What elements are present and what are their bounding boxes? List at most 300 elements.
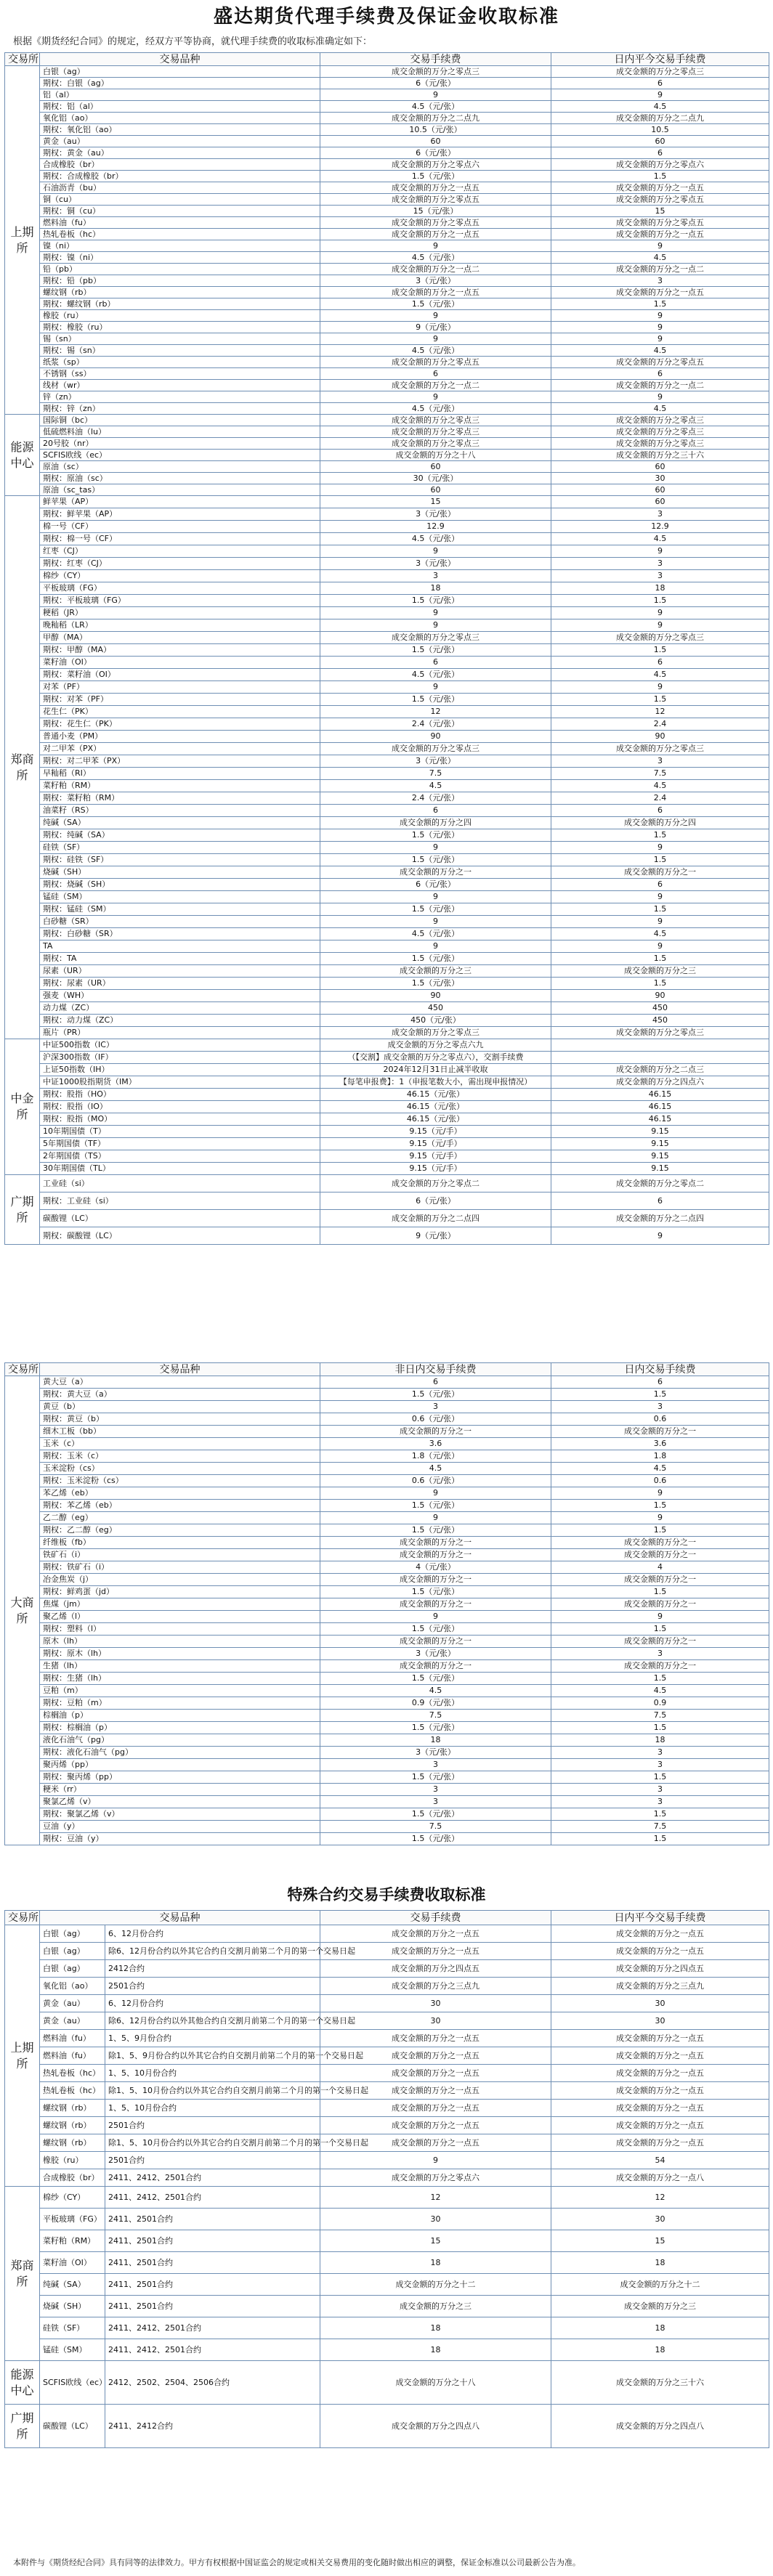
table-row	[5, 1574, 769, 1586]
table-row	[5, 1450, 769, 1463]
intraday-fee-cell: 6	[551, 879, 769, 891]
intraday-fee-cell: 10.5	[551, 124, 769, 136]
fee-cell: 成交金额的万分之一点二	[320, 380, 551, 391]
intraday-fee-cell: 4.5	[551, 928, 769, 940]
fee-cell: 46.15（元/张）	[320, 1101, 551, 1113]
table-row	[5, 1722, 769, 1734]
product-cell: 动力煤（ZC）	[40, 1002, 320, 1015]
table-row	[5, 1401, 769, 1413]
exchange-cell: 大商所	[5, 1376, 40, 1845]
intraday-fee-cell: 1.5	[551, 1524, 769, 1537]
product-cell: 30年期国债（TL）	[40, 1163, 320, 1175]
fee-cell: 成交金额的万分之四	[320, 817, 551, 829]
product-cell: 期权：黄金（au）	[40, 147, 320, 159]
fee-cell: 15	[320, 496, 551, 508]
exchange-cell: 中金所	[5, 1039, 40, 1175]
intraday-fee-cell: 0.9	[551, 1697, 769, 1710]
table-row	[5, 113, 769, 124]
fee-cell: 6	[320, 1376, 551, 1389]
product-cell: 中证1000股指期货（IM）	[40, 1076, 320, 1089]
fee-cell: 9	[320, 916, 551, 928]
table-row	[5, 333, 769, 345]
product-cell: 白银（ag）	[40, 66, 320, 78]
product-cell: 合成橡胶（br）	[40, 159, 320, 171]
intraday-fee-cell: 成交金额的万分之一点五	[551, 1943, 769, 1960]
table-row	[5, 368, 769, 380]
fee-cell: 1.5（元/张）	[320, 1808, 551, 1821]
intraday-fee-cell: 成交金额的万分之零点六	[551, 159, 769, 171]
fee-cell: 18	[320, 2317, 551, 2339]
header-product: 交易品种	[40, 1911, 320, 1925]
product-cell: 生猪（lh）	[40, 1660, 320, 1673]
intraday-fee-cell: 成交金额的万分之零点三	[551, 743, 769, 755]
contract-cell: 2411、2501合约	[105, 2274, 320, 2296]
table-row	[5, 1636, 769, 1648]
intraday-fee-cell: 1.5	[551, 298, 769, 310]
product-cell: 粳米（rr）	[40, 1784, 320, 1796]
table-row	[5, 450, 769, 461]
intraday-fee-cell: 1.5	[551, 829, 769, 842]
header-product: 交易品种	[40, 53, 320, 66]
contract-cell: 6、12月份合约	[105, 1925, 320, 1943]
product-cell: 橡胶（ru）	[40, 2152, 105, 2169]
product-cell: 硅铁（SF）	[40, 2317, 105, 2339]
product-cell: 不锈钢（ss）	[40, 368, 320, 380]
fee-cell: 4.5（元/张）	[320, 101, 551, 113]
product-cell: 烧碱（SH）	[40, 866, 320, 879]
contract-cell: 1、5、10月份合约	[105, 2100, 320, 2117]
fee-table	[4, 52, 769, 1245]
table-row	[5, 1413, 769, 1426]
product-cell: 晚籼稻（LR）	[40, 619, 320, 632]
intraday-fee-cell: 成交金额的万分之一点五	[551, 2047, 769, 2065]
intraday-fee-cell: 6	[551, 78, 769, 89]
fee-cell: 90	[320, 731, 551, 743]
table-row	[5, 1039, 769, 1052]
fee-cell: 9	[320, 310, 551, 322]
intraday-fee-cell: 7.5	[551, 1821, 769, 1833]
table-row	[5, 570, 769, 582]
intraday-fee-cell: 9	[551, 1512, 769, 1524]
product-cell: 烧碱（SH）	[40, 2296, 105, 2317]
product-cell: 期权：鲜苹果（AP）	[40, 508, 320, 521]
intraday-fee-cell: 9.15	[551, 1138, 769, 1150]
product-cell: 红枣（CJ）	[40, 545, 320, 558]
intraday-fee-cell: 46.15	[551, 1101, 769, 1113]
intraday-fee-cell: 4.5	[551, 345, 769, 357]
intraday-fee-cell: 3	[551, 558, 769, 570]
fee-cell: 30（元/张）	[320, 473, 551, 484]
product-cell: 氧化铝（ao）	[40, 1978, 105, 1995]
product-cell: 石油沥青（bu）	[40, 182, 320, 194]
fee-cell: 1.5（元/张）	[320, 298, 551, 310]
fee-cell: 9	[320, 2152, 551, 2169]
product-cell: 棉纱（CY）	[40, 570, 320, 582]
intraday-fee-cell: 4.5	[551, 1463, 769, 1475]
product-cell: SCFIS欧线（ec）	[40, 450, 320, 461]
fee-cell: 9	[320, 391, 551, 403]
intraday-fee-cell: 6	[551, 1192, 769, 1210]
contract-cell: 2411、2412、2501合约	[105, 2169, 320, 2187]
product-cell: 期权：玉米淀粉（cs）	[40, 1475, 320, 1487]
contract-cell: 2412合约	[105, 1960, 320, 1978]
table-row	[5, 391, 769, 403]
intraday-fee-cell: 1.5	[551, 644, 769, 657]
table-row	[5, 1015, 769, 1027]
table-row	[5, 2187, 769, 2209]
fee-cell: 成交金额的万分之一点五	[320, 2065, 551, 2082]
page-title: 盛达期货代理手续费及保证金收取标准	[213, 6, 559, 28]
product-cell: 白银（ag）	[40, 1925, 105, 1943]
table-row	[5, 619, 769, 632]
product-cell: 燃料油（fu）	[40, 2047, 105, 2065]
fee-cell: 9	[320, 240, 551, 252]
intraday-fee-cell: 18	[551, 2252, 769, 2274]
table-row	[5, 1027, 769, 1039]
table-row	[5, 136, 769, 147]
product-cell: 期权：铝（al）	[40, 101, 320, 113]
table-header-row	[5, 1363, 769, 1376]
product-cell: 期权：平板玻璃（FG）	[40, 595, 320, 607]
table-row	[5, 124, 769, 136]
intraday-fee-cell: 3	[551, 570, 769, 582]
table-row	[5, 1648, 769, 1660]
fee-cell: 成交金额的万分之二点四	[320, 1210, 551, 1227]
table-row	[5, 2274, 769, 2296]
table-row	[5, 1796, 769, 1808]
table-row	[5, 1833, 769, 1845]
intraday-fee-cell: 成交金额的万分之一	[551, 1537, 769, 1549]
table-row	[5, 2065, 769, 2082]
table-row	[5, 229, 769, 240]
table-row	[5, 171, 769, 182]
fee-cell: 6	[320, 805, 551, 817]
fee-cell: 1.5（元/张）	[320, 903, 551, 916]
table-row	[5, 2117, 769, 2134]
fee-cell: 成交金额的万分之零点三	[320, 66, 551, 78]
table-row	[5, 101, 769, 113]
fee-cell: 1.5（元/张）	[320, 953, 551, 965]
product-cell: 期权：动力煤（ZC）	[40, 1015, 320, 1027]
intraday-fee-cell: 3	[551, 1648, 769, 1660]
table-row	[5, 829, 769, 842]
contract-cell: 1、5、9月份合约	[105, 2030, 320, 2047]
product-cell: 上证50指数（IH）	[40, 1064, 320, 1076]
fee-cell: 9	[320, 681, 551, 694]
table-row	[5, 1163, 769, 1175]
intraday-fee-cell: 成交金额的万分之四点六	[551, 1076, 769, 1089]
fee-cell: 成交金额的万分之一点五	[320, 2030, 551, 2047]
fee-cell: 2024年12月31日止减半收取	[320, 1064, 551, 1076]
product-cell: 期权：锡（sn）	[40, 345, 320, 357]
product-cell: 期权：原木（lh）	[40, 1648, 320, 1660]
intraday-fee-cell: 9.15	[551, 1163, 769, 1175]
table-row	[5, 298, 769, 310]
product-cell: 铜（cu）	[40, 194, 320, 206]
table-row	[5, 558, 769, 570]
intraday-fee-cell: 9	[551, 681, 769, 694]
product-cell: 棉一号（CF）	[40, 521, 320, 533]
contract-cell: 2411、2501合约	[105, 2230, 320, 2252]
intraday-fee-cell: 9	[551, 1611, 769, 1623]
fee-cell: 1.8（元/张）	[320, 1450, 551, 1463]
intraday-fee-cell	[551, 1039, 769, 1052]
product-cell: 期权：甲醇（MA）	[40, 644, 320, 657]
fee-cell: 成交金额的万分之一	[320, 1598, 551, 1611]
product-cell: 黄豆（b）	[40, 1401, 320, 1413]
product-cell: 期权：棉一号（CF）	[40, 533, 320, 545]
fee-cell: 9	[320, 1611, 551, 1623]
product-cell: 热轧卷板（hc）	[40, 2082, 105, 2100]
product-cell: 螺纹钢（rb）	[40, 2134, 105, 2152]
product-cell: 乙二醇（eg）	[40, 1512, 320, 1524]
product-cell: 期权：TA	[40, 953, 320, 965]
product-cell: 纤维板（fb）	[40, 1537, 320, 1549]
product-cell: 油菜籽（RS）	[40, 805, 320, 817]
intraday-fee-cell: 成交金额的万分之二点三	[551, 1064, 769, 1076]
fee-cell: 1.5（元/张）	[320, 978, 551, 990]
product-cell: 聚氯乙烯（v）	[40, 1796, 320, 1808]
exchange-cell: 广期所	[5, 2405, 40, 2448]
fee-cell: 9	[320, 1487, 551, 1500]
intraday-fee-cell: 成交金额的万分之一	[551, 1660, 769, 1673]
product-cell: 期权：铁矿石（i）	[40, 1561, 320, 1574]
intraday-fee-cell: 成交金额的万分之四点八	[551, 2405, 769, 2448]
product-cell: 期权：锌（zn）	[40, 403, 320, 415]
header-intraday-fee: 日内平今交易手续费	[551, 1911, 769, 1925]
table-row	[5, 1611, 769, 1623]
fee-cell: 3	[320, 1784, 551, 1796]
product-cell: 螺纹钢（rb）	[40, 287, 320, 298]
intraday-fee-cell: 9.15	[551, 1150, 769, 1163]
fee-cell: 4.5（元/张）	[320, 252, 551, 264]
table-row	[5, 1537, 769, 1549]
fee-cell: 成交金额的万分之一	[320, 866, 551, 879]
intraday-fee-cell: 成交金额的万分之零点三	[551, 438, 769, 450]
table-row	[5, 1978, 769, 1995]
header-fee: 交易手续费	[320, 53, 551, 66]
fee-cell: 9	[320, 940, 551, 953]
product-cell: 5年期国债（TF）	[40, 1138, 320, 1150]
intraday-fee-cell: 46.15	[551, 1113, 769, 1126]
table-row	[5, 1734, 769, 1747]
table-row	[5, 669, 769, 681]
fee-cell: 12	[320, 2187, 551, 2209]
table-row	[5, 2047, 769, 2065]
fee-cell: 【每笔申报费】：1（申报笔数大小，需出现申报情况）	[320, 1076, 551, 1089]
fee-cell: 46.15（元/张）	[320, 1113, 551, 1126]
fee-cell: 成交金额的万分之一点五	[320, 229, 551, 240]
fee-cell: 2.4（元/张）	[320, 792, 551, 805]
intraday-fee-cell: 成交金额的万分之四	[551, 817, 769, 829]
table-row	[5, 2252, 769, 2274]
fee-cell: 9.15（元/手）	[320, 1138, 551, 1150]
fee-cell: 3.6	[320, 1438, 551, 1450]
intraday-fee-cell: 成交金额的万分之零点三	[551, 426, 769, 438]
fee-cell: 15（元/张）	[320, 206, 551, 217]
intraday-fee-cell: 成交金额的万分之一点八	[551, 2169, 769, 2187]
table-row	[5, 854, 769, 866]
intraday-fee-cell: 12	[551, 2187, 769, 2209]
product-cell: 聚丙烯（pp）	[40, 1759, 320, 1771]
fee-cell: 成交金额的万分之一点二	[320, 264, 551, 275]
fee-cell: 4.5（元/张）	[320, 533, 551, 545]
intraday-fee-cell: 成交金额的万分之一	[551, 1549, 769, 1561]
table-row	[5, 953, 769, 965]
fee-cell: 3（元/张）	[320, 1747, 551, 1759]
intraday-fee-cell: 90	[551, 990, 769, 1002]
product-cell: 硅铁（SF）	[40, 842, 320, 854]
table-row	[5, 805, 769, 817]
table-row	[5, 1227, 769, 1245]
intraday-fee-cell: 成交金额的万分之一点五	[551, 229, 769, 240]
product-cell: 平板玻璃（FG）	[40, 582, 320, 595]
intraday-fee-cell: 1.5	[551, 1771, 769, 1784]
product-cell: 碳酸锂（LC）	[40, 1210, 320, 1227]
table-row	[5, 2230, 769, 2252]
fee-cell: 1.5（元/张）	[320, 171, 551, 182]
table-row	[5, 426, 769, 438]
contract-cell: 1、5、10月份合约	[105, 2065, 320, 2082]
intraday-fee-cell: 1.5	[551, 1389, 769, 1401]
contract-cell: 2501合约	[105, 2152, 320, 2169]
intraday-fee-cell: 60	[551, 496, 769, 508]
table-header-row	[5, 53, 769, 66]
dce-fee-table	[4, 1362, 769, 1845]
intraday-fee-cell: 4.5	[551, 252, 769, 264]
table-row	[5, 66, 769, 78]
product-cell: 燃料油（fu）	[40, 217, 320, 229]
intraday-fee-cell: 成交金额的万分之三十六	[551, 2361, 769, 2405]
intraday-fee-cell: 成交金额的万分之一点五	[551, 2082, 769, 2100]
product-cell: 期权：白银（ag）	[40, 78, 320, 89]
table-row	[5, 1113, 769, 1126]
intraday-fee-cell: 成交金额的万分之三	[551, 2296, 769, 2317]
fee-cell: 成交金额的万分之十八	[320, 2361, 551, 2405]
fee-cell: 46.15（元/张）	[320, 1089, 551, 1101]
product-cell: 期权：黄豆（b）	[40, 1413, 320, 1426]
intraday-fee-cell: 18	[551, 2317, 769, 2339]
intraday-fee-cell: 1.5	[551, 1500, 769, 1512]
header-product: 交易品种	[40, 1363, 320, 1376]
intraday-fee-cell: 1.5	[551, 1808, 769, 1821]
product-cell: 铝（al）	[40, 89, 320, 101]
intraday-fee-cell: 成交金额的万分之一点五	[551, 182, 769, 194]
contract-cell: 2411、2412、2501合约	[105, 2317, 320, 2339]
fee-cell: 9（元/张）	[320, 322, 551, 333]
table-row	[5, 545, 769, 558]
table-row	[5, 2082, 769, 2100]
product-cell: 白银（ag）	[40, 1943, 105, 1960]
product-cell: 期权：白砂糖（SR）	[40, 928, 320, 940]
exchange-cell: 郑商所	[5, 496, 40, 1039]
table-row	[5, 780, 769, 792]
table-row	[5, 731, 769, 743]
fee-cell: （【交割】成交金额的万分之零点六），交割手续费	[320, 1052, 551, 1064]
intraday-fee-cell: 46.15	[551, 1089, 769, 1101]
product-cell: 镍（ni）	[40, 240, 320, 252]
contract-cell: 2411、2412、2501合约	[105, 2339, 320, 2361]
fee-cell: 0.6（元/张）	[320, 1413, 551, 1426]
product-cell: 期权：聚丙烯（pp）	[40, 1771, 320, 1784]
intraday-fee-cell: 9	[551, 1487, 769, 1500]
table-row	[5, 965, 769, 978]
fee-cell: 1.5（元/张）	[320, 694, 551, 706]
intraday-fee-cell: 60	[551, 461, 769, 473]
fee-cell: 成交金额的万分之一	[320, 1636, 551, 1648]
product-cell: 冶金焦炭（j）	[40, 1574, 320, 1586]
fee-cell: 成交金额的万分之零点六	[320, 159, 551, 171]
intraday-fee-cell: 9	[551, 240, 769, 252]
table-row	[5, 632, 769, 644]
product-cell: 期权：烧碱（SH）	[40, 879, 320, 891]
fee-cell: 4（元/张）	[320, 1561, 551, 1574]
fee-cell: 9	[320, 842, 551, 854]
intraday-fee-cell: 成交金额的万分之一	[551, 866, 769, 879]
intraday-fee-cell: 3	[551, 275, 769, 287]
intraday-fee-cell: 6	[551, 368, 769, 380]
product-cell: 期权：玉米（c）	[40, 1450, 320, 1463]
product-cell: 强麦（WH）	[40, 990, 320, 1002]
table-row	[5, 1175, 769, 1192]
table-row	[5, 817, 769, 829]
table-row	[5, 1598, 769, 1611]
fee-cell: 成交金额的万分之一点五	[320, 1925, 551, 1943]
product-cell: 期权：股指（IO）	[40, 1101, 320, 1113]
table-row	[5, 1512, 769, 1524]
intraday-fee-cell: 成交金额的万分之二点九	[551, 113, 769, 124]
intraday-fee-cell: 0.6	[551, 1475, 769, 1487]
table-row	[5, 755, 769, 768]
product-cell: 期权：股指（MO）	[40, 1113, 320, 1126]
fee-cell: 1.5（元/张）	[320, 1524, 551, 1537]
contract-cell: 2411、2501合约	[105, 2209, 320, 2230]
table-row	[5, 1192, 769, 1210]
product-cell: 期权：聚氯乙烯（v）	[40, 1808, 320, 1821]
table-row	[5, 287, 769, 298]
fee-cell: 18	[320, 1734, 551, 1747]
product-cell: 中证500指数（IC）	[40, 1039, 320, 1052]
exchange-cell: 能源中心	[5, 415, 40, 496]
table-row	[5, 1150, 769, 1163]
fee-cell: 4.5（元/张）	[320, 928, 551, 940]
table-row	[5, 1126, 769, 1138]
intraday-fee-cell: 3	[551, 1784, 769, 1796]
fee-cell: 3	[320, 1759, 551, 1771]
intraday-fee-cell: 3	[551, 1401, 769, 1413]
table-row	[5, 706, 769, 718]
product-cell: 白砂糖（SR）	[40, 916, 320, 928]
product-cell: 期权：纯碱（SA）	[40, 829, 320, 842]
table-row	[5, 2030, 769, 2047]
table-row	[5, 182, 769, 194]
table-row	[5, 1710, 769, 1722]
fee-cell: 18	[320, 2252, 551, 2274]
product-cell: 豆油（y）	[40, 1821, 320, 1833]
table-row	[5, 1660, 769, 1673]
intraday-fee-cell: 成交金额的万分之零点二	[551, 1175, 769, 1192]
table-row	[5, 403, 769, 415]
fee-cell: 15	[320, 2230, 551, 2252]
intraday-fee-cell: 1.5	[551, 1833, 769, 1845]
intraday-fee-cell: 9.15	[551, 1126, 769, 1138]
product-cell: 期权：棕榈油（p）	[40, 1722, 320, 1734]
intraday-fee-cell: 成交金额的万分之零点三	[551, 1027, 769, 1039]
table-row	[5, 1960, 769, 1978]
fee-cell: 9.15（元/手）	[320, 1163, 551, 1175]
intraday-fee-cell: 4.5	[551, 1685, 769, 1697]
table-row	[5, 1438, 769, 1450]
